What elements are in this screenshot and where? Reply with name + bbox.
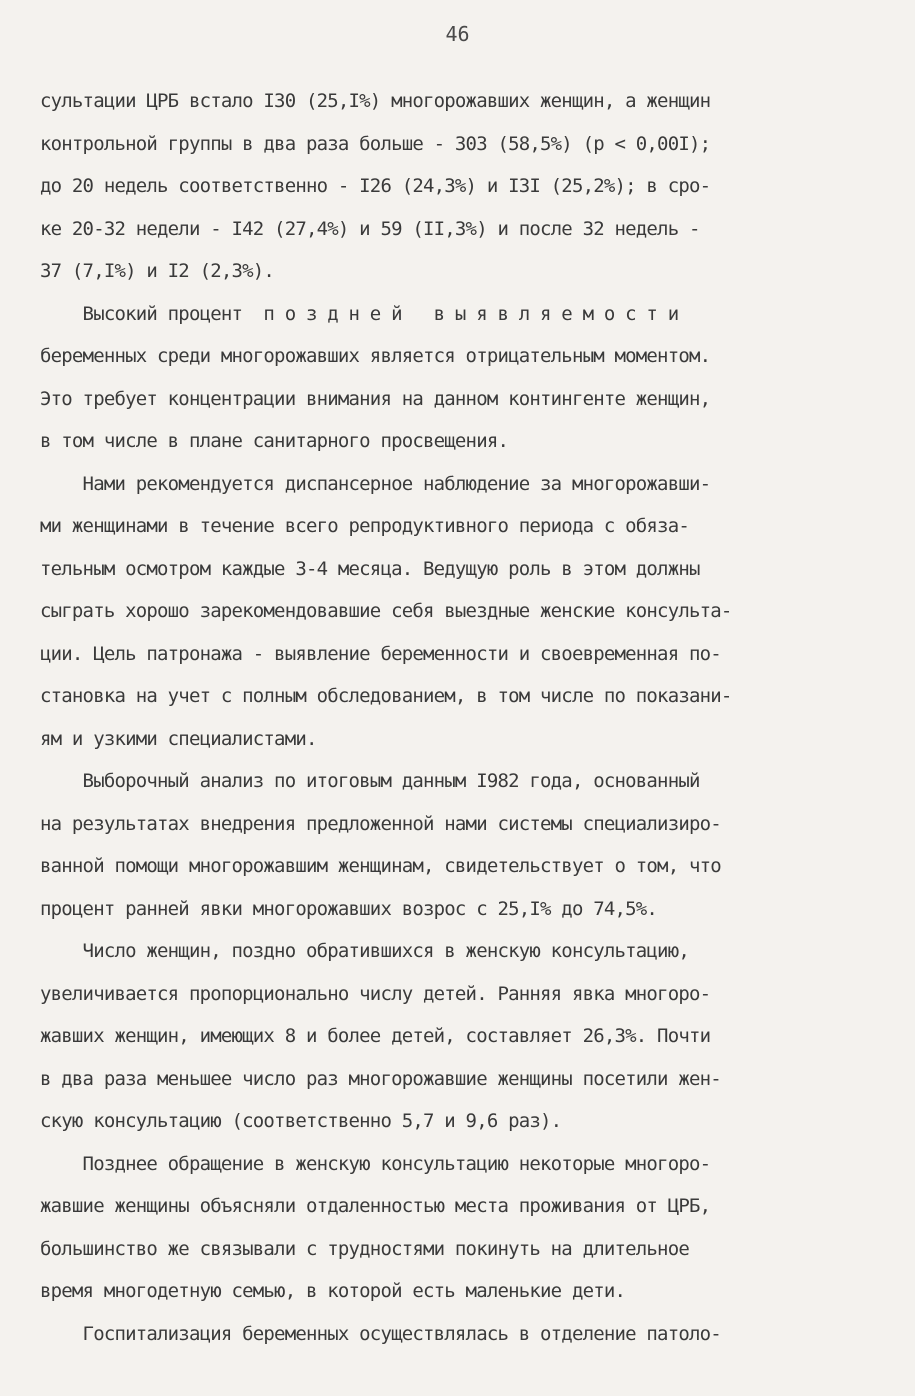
text-line: увеличивается пропорционально числу детей. Ранняя явка многоро-	[40, 982, 711, 1005]
text-line: большинство же связывали с трудностями покинуть на длительное	[40, 1237, 689, 1260]
text-line: Позднее обращение в женскую консультацию некоторые многоро-	[40, 1152, 711, 1175]
text-line: тельным осмотром каждые 3-4 месяца. Ведущую роль в этом должны	[40, 557, 700, 580]
text-line: в том числе в плане санитарного просвещения.	[40, 430, 509, 452]
text-line: становка на учет с полным обследованием, в том числе по показани-	[40, 685, 732, 707]
text-line: ке 20-32 недели - I42 (27,4%) и 59 (II,3%) и после 32 недель -	[40, 217, 700, 240]
text-line: Это требует концентрации внимания на данном контингенте женщин,	[40, 387, 711, 410]
text-line: Число женщин, поздно обратившихся в женскую консультацию,	[40, 940, 689, 962]
text-line: сультации ЦРБ встало I30 (25,I%) многорожавших женщин, а женщин	[40, 90, 711, 112]
text-line: ми женщинами в течение всего репродуктивного периода с обяза-	[40, 515, 689, 537]
text-line: в два раза меньшее число раз многорожавшие женщины посетили жен-	[40, 1067, 721, 1090]
text-line: ванной помощи многорожавшим женщинам, свидетельствует о том, что	[40, 855, 721, 877]
text-line: сыграть хорошо зарекомендовавшие себя выездные женские консульта-	[40, 600, 732, 622]
page-number: 46	[445, 22, 470, 46]
text-line: жавшие женщины объясняли отдаленностью места проживания от ЦРБ,	[40, 1195, 711, 1217]
text-line: жавших женщин, имеющих 8 и более детей, составляет 26,3%. Почти	[40, 1025, 711, 1047]
text-line: контрольной группы в два раза больше - 303 (58,5%) (р < 0,00I);	[40, 132, 711, 155]
body-text	[40, 80, 880, 1355]
text-line: до 20 недель соответственно - I26 (24,3%) и I3I (25,2%); в сро-	[40, 175, 711, 197]
text-line: на результатах внедрения предложенной нами системы специализиро-	[40, 812, 721, 835]
text-line: ции. Цель патронажа - выявление беременности и своевременная по-	[40, 642, 721, 665]
text-line: Госпитализация беременных осуществлялась в отделение патоло-	[40, 1322, 721, 1345]
text-line: процент ранней явки многорожавших возрос с 25,I% до 74,5%.	[40, 897, 658, 920]
text-line: ям и узкими специалистами.	[40, 727, 317, 750]
text-line: скую консультацию (соответственно 5,7 и 9,6 раз).	[40, 1110, 562, 1132]
text-line: 37 (7,I%) и I2 (2,3%).	[40, 260, 275, 282]
text-line: время многодетную семью, в которой есть маленькие дети.	[40, 1280, 626, 1302]
text-line: Нами рекомендуется диспансерное наблюдение за многорожавши-	[40, 472, 711, 495]
text-line: Высокий процент п о з д н е й в ы я в л я е м о с т и	[40, 302, 679, 325]
text-line: Выборочный анализ по итоговым данным I982 года, основанный	[40, 770, 700, 792]
text-line: беременных среди многорожавших является отрицательным моментом.	[40, 345, 711, 367]
